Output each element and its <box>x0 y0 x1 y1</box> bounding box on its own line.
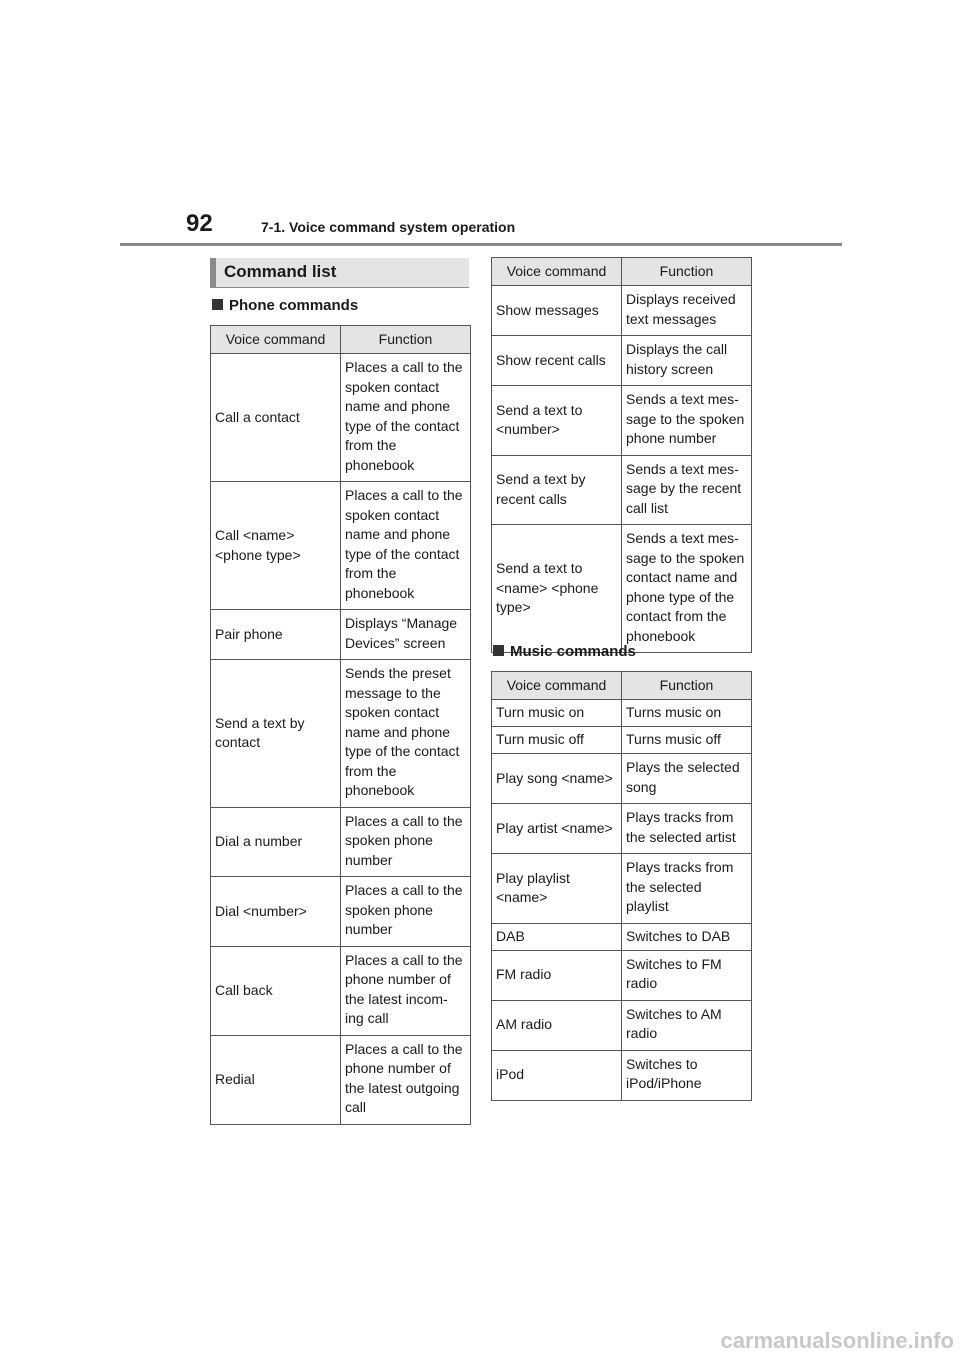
voice-command-cell: Play song <name> <box>492 754 622 804</box>
function-cell: Turns music off <box>622 727 752 754</box>
command-list-heading <box>210 258 469 288</box>
square-bullet-icon <box>212 299 223 310</box>
function-cell: Sends the preset message to the spoken contact name and phone type of the contact from the phonebook <box>341 660 471 808</box>
square-bullet-icon <box>493 645 504 656</box>
voice-command-cell: iPod <box>492 1050 622 1100</box>
table-row <box>211 877 471 947</box>
table-row <box>492 1000 752 1050</box>
column-header-voice-command: Voice command <box>211 326 341 354</box>
function-cell: Sends a text mes-sage to the spoken phone number <box>622 386 752 456</box>
voice-command-cell: Call a contact <box>211 354 341 482</box>
voice-command-cell: Turn music off <box>492 727 622 754</box>
phone-commands-table <box>210 325 471 1125</box>
voice-command-cell: Play playlist <name> <box>492 854 622 924</box>
music-commands-heading-text: Music commands <box>510 643 636 660</box>
voice-command-cell: Pair phone <box>211 610 341 660</box>
function-cell: Switches to DAB <box>622 923 752 950</box>
function-cell: Places a call to the phone number of the latest incom-ing call <box>341 946 471 1035</box>
table-row <box>211 354 471 482</box>
table-header-row <box>492 672 752 700</box>
function-cell: Places a call to the spoken contact name and phone type of the contact from the phonebook <box>341 354 471 482</box>
voice-command-cell: Call <name> <phone type> <box>211 482 341 610</box>
function-cell: Turns music on <box>622 700 752 727</box>
function-cell: Switches to iPod/iPhone <box>622 1050 752 1100</box>
table-header-row <box>492 258 752 286</box>
table-row <box>492 754 752 804</box>
voice-command-cell: Dial a number <box>211 807 341 877</box>
voice-command-cell: Dial <number> <box>211 877 341 947</box>
table-row <box>492 525 752 653</box>
table-row <box>211 807 471 877</box>
table-row <box>492 700 752 727</box>
table-header-row <box>211 326 471 354</box>
function-cell: Places a call to the spoken phone number <box>341 877 471 947</box>
voice-command-cell: Redial <box>211 1035 341 1124</box>
table-row <box>211 660 471 808</box>
table-row <box>211 610 471 660</box>
voice-command-cell: Turn music on <box>492 700 622 727</box>
function-cell: Places a call to the spoken phone number <box>341 807 471 877</box>
table-row <box>492 854 752 924</box>
column-header-function: Function <box>622 672 752 700</box>
table-row <box>211 482 471 610</box>
function-cell: Plays tracks from the selected artist <box>622 804 752 854</box>
column-header-function: Function <box>341 326 471 354</box>
voice-command-cell: Play artist <name> <box>492 804 622 854</box>
table-row <box>492 923 752 950</box>
phone-commands-heading <box>212 297 358 314</box>
function-cell: Switches to AM radio <box>622 1000 752 1050</box>
voice-command-cell: DAB <box>492 923 622 950</box>
voice-command-cell: Call back <box>211 946 341 1035</box>
column-header-voice-command: Voice command <box>492 258 622 286</box>
voice-command-cell: AM radio <box>492 1000 622 1050</box>
table-row <box>492 455 752 525</box>
voice-command-cell: Send a text by recent calls <box>492 455 622 525</box>
message-commands-table <box>491 257 752 653</box>
table-row <box>492 727 752 754</box>
voice-command-cell: Show messages <box>492 286 622 336</box>
section-title: 7-1. Voice command system operation <box>261 219 516 235</box>
voice-command-cell: Send a text to <name> <phone type> <box>492 525 622 653</box>
table-row <box>492 804 752 854</box>
function-cell: Places a call to the phone number of the latest outgoing call <box>341 1035 471 1124</box>
voice-command-cell: Send a text to <number> <box>492 386 622 456</box>
table-row <box>492 950 752 1000</box>
table-row <box>211 946 471 1035</box>
table-row <box>492 1050 752 1100</box>
function-cell: Displays the call history screen <box>622 336 752 386</box>
voice-command-cell: Show recent calls <box>492 336 622 386</box>
page-number: 92 <box>186 210 213 237</box>
voice-command-cell: Send a text by contact <box>211 660 341 808</box>
header-divider <box>120 243 842 246</box>
voice-command-cell: FM radio <box>492 950 622 1000</box>
function-cell: Displays received text messages <box>622 286 752 336</box>
function-cell: Plays tracks from the selected playlist <box>622 854 752 924</box>
function-cell: Sends a text mes-sage by the recent call list <box>622 455 752 525</box>
column-header-voice-command: Voice command <box>492 672 622 700</box>
function-cell: Sends a text mes-sage to the spoken contact name and phone type of the contact from the phonebook <box>622 525 752 653</box>
table-row <box>492 286 752 336</box>
table-row <box>211 1035 471 1124</box>
table-row <box>492 336 752 386</box>
function-cell: Displays “Manage Devices” screen <box>341 610 471 660</box>
music-commands-table <box>491 671 752 1101</box>
column-header-function: Function <box>622 258 752 286</box>
music-commands-heading <box>493 643 636 660</box>
function-cell: Places a call to the spoken contact name and phone type of the contact from the phonebook <box>341 482 471 610</box>
command-list-heading-text: Command list <box>224 262 337 281</box>
watermark: carmanualsonline.info <box>720 1328 954 1353</box>
function-cell: Plays the selected song <box>622 754 752 804</box>
function-cell: Switches to FM radio <box>622 950 752 1000</box>
phone-commands-heading-text: Phone commands <box>229 297 359 314</box>
table-row <box>492 386 752 456</box>
